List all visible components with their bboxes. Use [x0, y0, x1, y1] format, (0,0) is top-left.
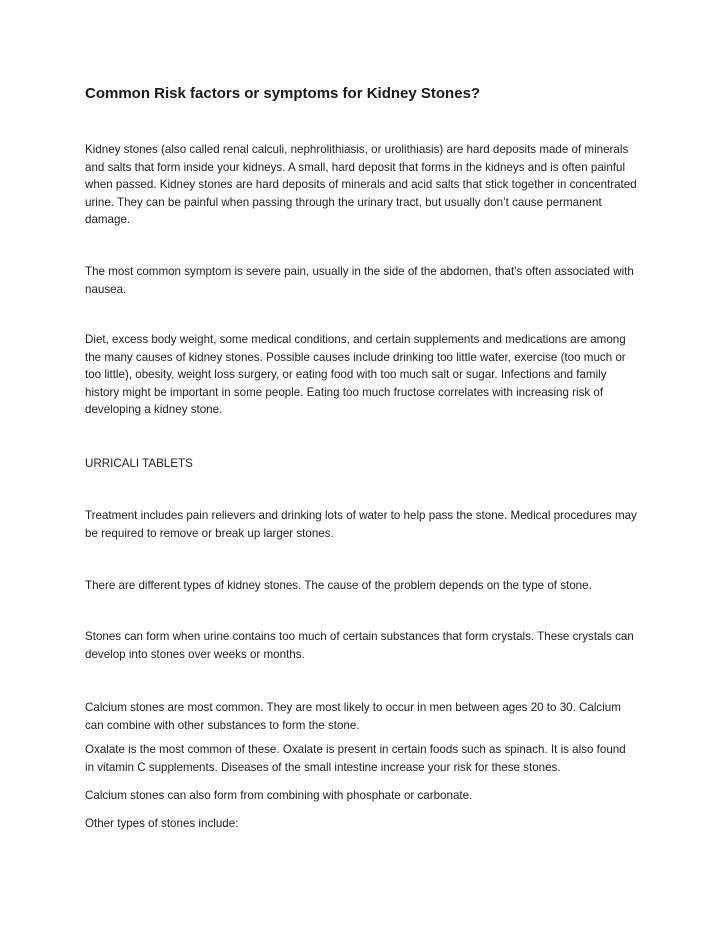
- paragraph-product-heading: URRICALI TABLETS: [85, 457, 193, 470]
- paragraph-causes: Diet, excess body weight, some medical conditions, and certain supplements and medications are among the many causes of kidney stones. Possible causes include drinking too little water, exercise (too much or too little), obesity, weight loss surgery, or eating food with too much salt or sugar. Infections and family history might be important in some people. Eating too much fructose correlates with increasing risk of developing a kidney stone.: [85, 333, 626, 417]
- paragraph-kidney-stones-definition: Kidney stones (also called renal calculi, nephrolithiasis, or urolithiasis) are hard deposits made of minerals and salts that form inside your kidneys. A small, hard deposit that forms in the kidneys and is often painful when passed. Kidney stones are hard deposits of minerals and acid salts that stick together in concentrated urine. They can be painful when passing through the urinary tract, but usually don’t cause permanent damage.: [85, 143, 637, 227]
- paragraph-other-types: Other types of stones include:: [85, 817, 239, 830]
- page-title: Common Risk factors or symptoms for Kidney Stones?: [85, 85, 481, 102]
- paragraph-types: There are different types of kidney stones. The cause of the problem depends on the type of stone.: [85, 579, 592, 592]
- paragraph-calcium-stones: Calcium stones are most common. They are most likely to occur in men between ages 20 to 30. Calcium can combine with other substances to form the stone.: [85, 701, 621, 732]
- paragraph-formation: Stones can form when urine contains too much of certain substances that form crystals. These crystals can develop into stones over weeks or months.: [85, 630, 634, 661]
- paragraph-common-symptom: The most common symptom is severe pain, usually in the side of the abdomen, that’s often associated with nausea.: [85, 265, 634, 296]
- paragraph-oxalate: Oxalate is the most common of these. Oxalate is present in certain foods such as spinach. It is also found in vitamin C supplements. Diseases of the small intestine increase your risk for these stones.: [85, 743, 626, 774]
- paragraph-phosphate-carbonate: Calcium stones can also form from combining with phosphate or carbonate.: [85, 789, 473, 802]
- paragraph-treatment: Treatment includes pain relievers and drinking lots of water to help pass the stone. Medical procedures may be required to remove or break up larger stones.: [85, 509, 637, 540]
